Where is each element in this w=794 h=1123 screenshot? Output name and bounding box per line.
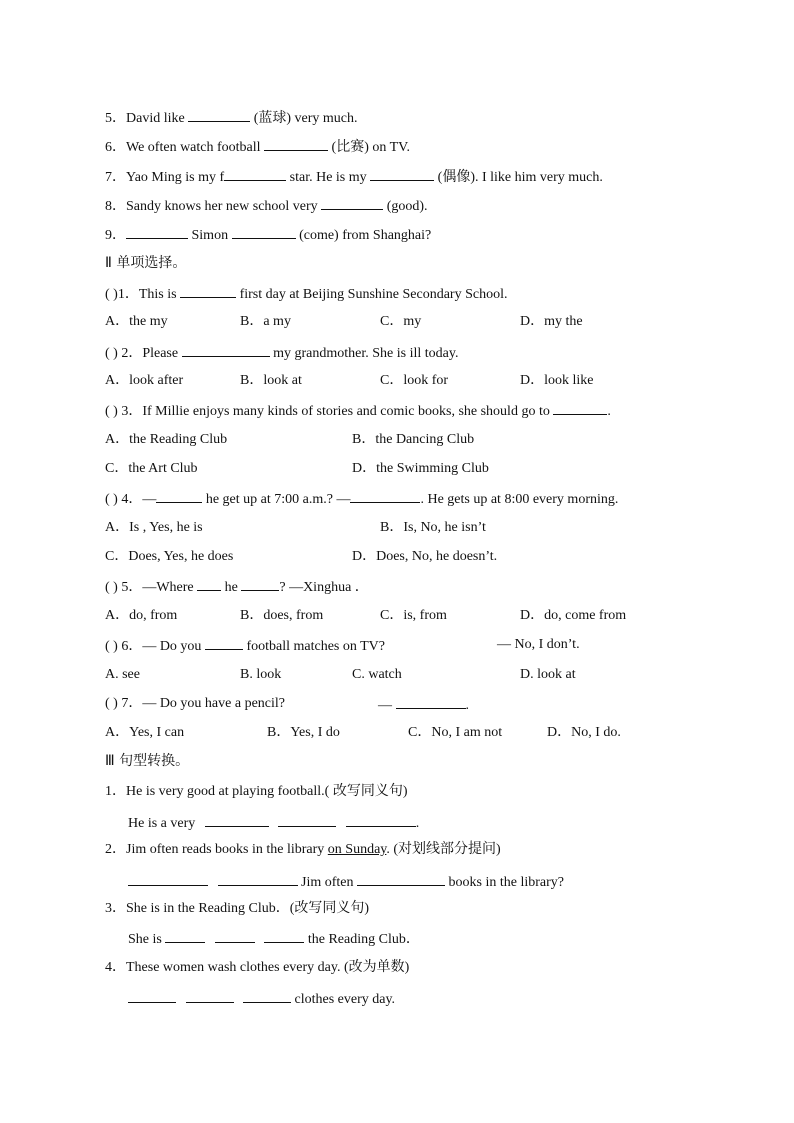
option-c[interactable]: C．Does, Yes, he does bbox=[105, 549, 234, 564]
question-5: ( ) 5．—Where he ? —Xinghua ． bbox=[105, 577, 369, 597]
answer-blank[interactable] bbox=[218, 872, 298, 886]
transform-3: 3．She is in the Reading Club．(改写同义句) bbox=[105, 901, 370, 916]
answer-blank[interactable] bbox=[224, 167, 286, 181]
option-b[interactable]: B. look bbox=[240, 667, 282, 682]
option-d[interactable]: D．my the bbox=[520, 314, 583, 329]
option-d[interactable]: D．Does, No, he doesn’t. bbox=[352, 549, 498, 564]
answer-blank[interactable] bbox=[188, 108, 250, 122]
question-1: ( )1．This is first day at Beijing Sunshine Secondary School. bbox=[105, 284, 507, 304]
question-7: ( ) 7．— Do you have a pencil? bbox=[105, 696, 285, 711]
answer-blank[interactable] bbox=[232, 225, 296, 239]
question-2: ( ) 2．Please my grandmother. She is ill today. bbox=[105, 343, 458, 363]
section-2-title: Ⅱ 单项选择。 bbox=[105, 255, 187, 271]
fill-item-8: 8．Sandy knows her new school very (good). bbox=[105, 196, 428, 216]
answer-blank[interactable] bbox=[321, 196, 383, 210]
answer-blank[interactable] bbox=[205, 813, 269, 827]
answer-blank[interactable] bbox=[156, 489, 202, 503]
answer-blank[interactable] bbox=[180, 284, 236, 298]
answer-blank[interactable] bbox=[197, 577, 221, 591]
option-b[interactable]: B．Yes, I do bbox=[267, 725, 340, 740]
section-3-title: Ⅲ 句型转换。 bbox=[105, 753, 190, 769]
option-d[interactable]: D．the Swimming Club bbox=[352, 461, 489, 476]
option-a[interactable]: A．the Reading Club bbox=[105, 432, 228, 447]
option-d[interactable]: D．do, come from bbox=[520, 608, 627, 623]
transform-4: 4．These women wash clothes every day. (改为单数) bbox=[105, 960, 410, 975]
underlined-phrase: on Sunday bbox=[327, 842, 387, 857]
option-c[interactable]: C．No, I am not bbox=[408, 725, 503, 740]
answer-blank[interactable] bbox=[215, 929, 255, 943]
transform-3-answer: She is the Reading Club． bbox=[128, 929, 420, 949]
fill-item-9: 9． Simon (come) from Shanghai? bbox=[105, 225, 431, 245]
option-a[interactable]: A．Is , Yes, he is bbox=[105, 520, 203, 535]
option-b[interactable]: B．a my bbox=[240, 314, 291, 329]
option-a[interactable]: A. see bbox=[105, 667, 140, 682]
answer-blank[interactable] bbox=[205, 636, 243, 650]
option-b[interactable]: B．the Dancing Club bbox=[352, 432, 475, 447]
option-a[interactable]: A．Yes, I can bbox=[105, 725, 185, 740]
answer-blank[interactable] bbox=[128, 989, 176, 1003]
option-a[interactable]: A．look after bbox=[105, 373, 184, 388]
option-b[interactable]: B．Is, No, he isn’t bbox=[380, 520, 486, 535]
answer-blank[interactable] bbox=[241, 577, 279, 591]
option-c[interactable]: C. watch bbox=[352, 667, 402, 682]
transform-1-answer: He is a very . bbox=[128, 813, 419, 833]
option-c[interactable]: C．the Art Club bbox=[105, 461, 198, 476]
answer-blank[interactable] bbox=[264, 137, 328, 151]
answer-blank[interactable] bbox=[396, 695, 466, 709]
answer-blank[interactable] bbox=[370, 167, 434, 181]
answer-blank[interactable] bbox=[243, 989, 291, 1003]
option-c[interactable]: C．look for bbox=[380, 373, 449, 388]
transform-4-answer: clothes every day. bbox=[128, 989, 395, 1009]
answer-blank[interactable] bbox=[357, 872, 445, 886]
answer-blank[interactable] bbox=[186, 989, 234, 1003]
answer-blank[interactable] bbox=[553, 401, 607, 415]
answer-blank[interactable] bbox=[128, 872, 208, 886]
option-c[interactable]: C．my bbox=[380, 314, 422, 329]
answer-blank[interactable] bbox=[182, 343, 270, 357]
transform-2-answer: Jim often books in the library? bbox=[128, 872, 564, 892]
fill-item-7: 7．Yao Ming is my f star. He is my (偶像). I like him very much. bbox=[105, 167, 603, 187]
option-b[interactable]: B．look at bbox=[240, 373, 302, 388]
option-d[interactable]: D．look like bbox=[520, 373, 594, 388]
fill-item-6: 6．We often watch football (比赛) on TV. bbox=[105, 137, 410, 157]
transform-2: 2．Jim often reads books in the library on Sunday. (对划线部分提问) bbox=[105, 842, 501, 857]
answer-blank[interactable] bbox=[165, 929, 205, 943]
question-6-answer: — No, I don’t. bbox=[497, 637, 580, 652]
question-3: ( ) 3．If Millie enjoys many kinds of stories and comic books, she should go to . bbox=[105, 401, 611, 421]
option-c[interactable]: C．is, from bbox=[380, 608, 447, 623]
answer-blank[interactable] bbox=[350, 489, 420, 503]
fill-item-5: 5．David like (蓝球) very much. bbox=[105, 108, 358, 128]
question-7-answer: — . bbox=[378, 695, 469, 715]
question-4: ( ) 4．— he get up at 7:00 a.m.? — . He gets up at 8:00 every morning. bbox=[105, 489, 618, 509]
answer-blank[interactable] bbox=[278, 813, 336, 827]
question-6: ( ) 6．— Do you football matches on TV? bbox=[105, 636, 385, 656]
option-b[interactable]: B．does, from bbox=[240, 608, 324, 623]
answer-blank[interactable] bbox=[264, 929, 304, 943]
transform-1: 1．He is very good at playing football.( 改写同义句) bbox=[105, 784, 408, 799]
option-a[interactable]: A．do, from bbox=[105, 608, 178, 623]
answer-blank[interactable] bbox=[346, 813, 416, 827]
option-a[interactable]: A．the my bbox=[105, 314, 168, 329]
option-d[interactable]: D．No, I do. bbox=[547, 725, 621, 740]
answer-blank[interactable] bbox=[126, 225, 188, 239]
option-d[interactable]: D. look at bbox=[520, 667, 576, 682]
